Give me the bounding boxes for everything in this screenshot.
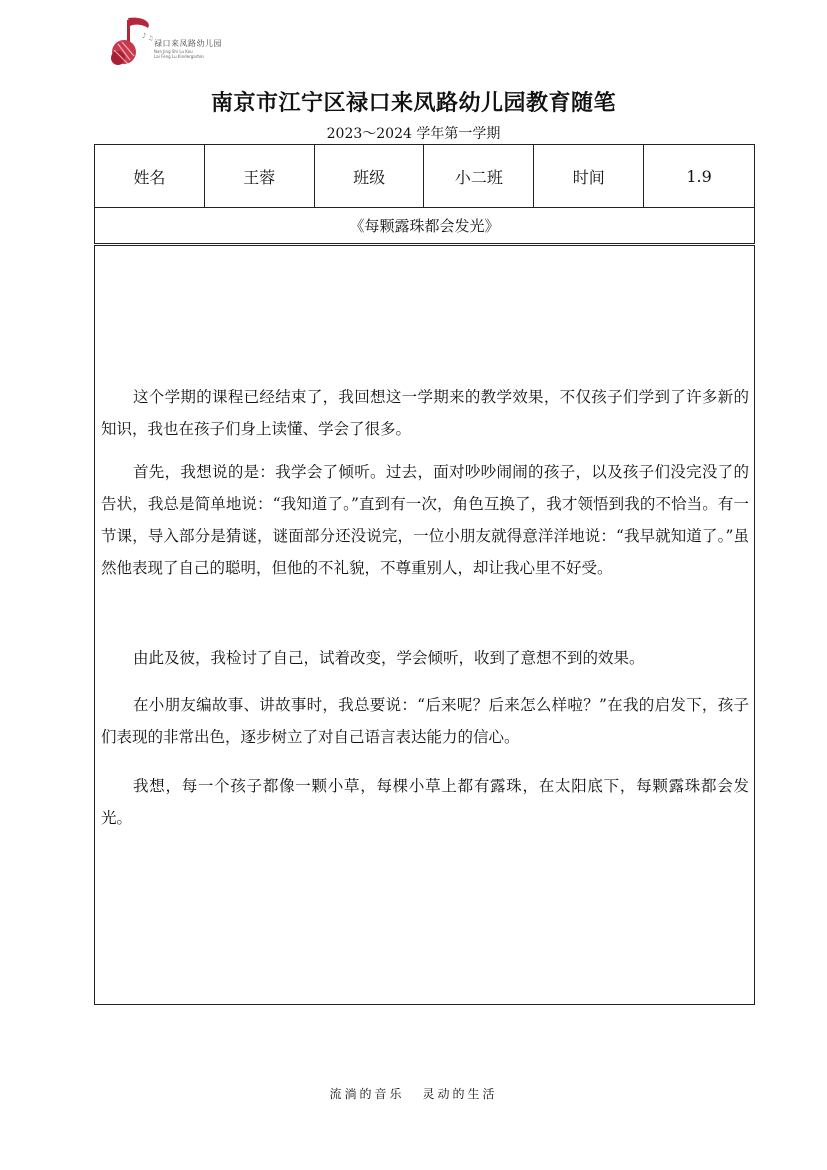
essay-paragraph: 首先，我想说的是：我学会了倾听。过去，面对吵吵闹闹的孩子，以及孩子们没完没了的告状，我总是简单地说：“我知道了。”直到有一次，角色互换了，我才领悟到我的不恰当。有一节课，导入部分是猜谜，谜面部分还没说完，一位小朋友就得意洋洋地说：“我早就知道了。”虽然他表现了自己的聪明，但他的不礼貌，不尊重别人，却让我心里不好受。 — [101, 463, 749, 577]
music-note-logo-icon — [108, 14, 156, 68]
essay-paragraph: 在小朋友编故事、讲故事时，我总要说：“后来呢？后来怎么样啦？”在我的启发下，孩子们表现的非常出色，逐步树立了对自己语言表达能力的信心。 — [101, 696, 749, 746]
footer-slogan — [0, 1085, 827, 1102]
info-table — [94, 144, 755, 244]
logo-name-en-1: Nan Jing Shi Lu Kou — [154, 49, 193, 54]
name-value: 王蓉 — [204, 145, 314, 208]
essay-paragraph: 我想，每一个孩子都像一颗小草，每棵小草上都有露珠，在太阳底下，每颗露珠都会发光。 — [101, 777, 749, 827]
time-value: 1.9 — [644, 145, 755, 208]
svg-text:♫: ♫ — [148, 35, 154, 42]
kindergarten-logo — [108, 14, 238, 70]
footer-right-text: 灵动的生活 — [422, 1087, 498, 1101]
essay-paragraph: 这个学期的课程已经结束了，我回想这一学期来的教学效果，不仅孩子们学到了许多新的知识，我也在孩子们身上读懂、学会了很多。 — [101, 388, 749, 438]
page-title: 南京市江宁区禄口来凤路幼儿园教育随笔 — [210, 91, 616, 116]
class-value: 小二班 — [424, 145, 534, 208]
name-label: 姓名 — [95, 145, 205, 208]
time-label: 时间 — [534, 145, 644, 208]
class-label: 班级 — [314, 145, 424, 208]
essay-body — [94, 245, 755, 1005]
term-label: 2023～2024 学年第一学期 — [326, 126, 501, 142]
logo-name-en-2: Lai Feng Lu Kindergarten — [154, 54, 204, 59]
footer-left-text: 流淌的音乐 — [329, 1087, 405, 1101]
essay-title: 《每颗露珠都会发光》 — [95, 208, 755, 244]
logo-name-cn: 禄口来凤路幼儿园 — [154, 39, 222, 48]
svg-text:♪: ♪ — [142, 32, 147, 40]
essay-paragraph: 由此及彼，我检讨了自己，试着改变，学会倾听，收到了意想不到的效果。 — [133, 649, 645, 667]
